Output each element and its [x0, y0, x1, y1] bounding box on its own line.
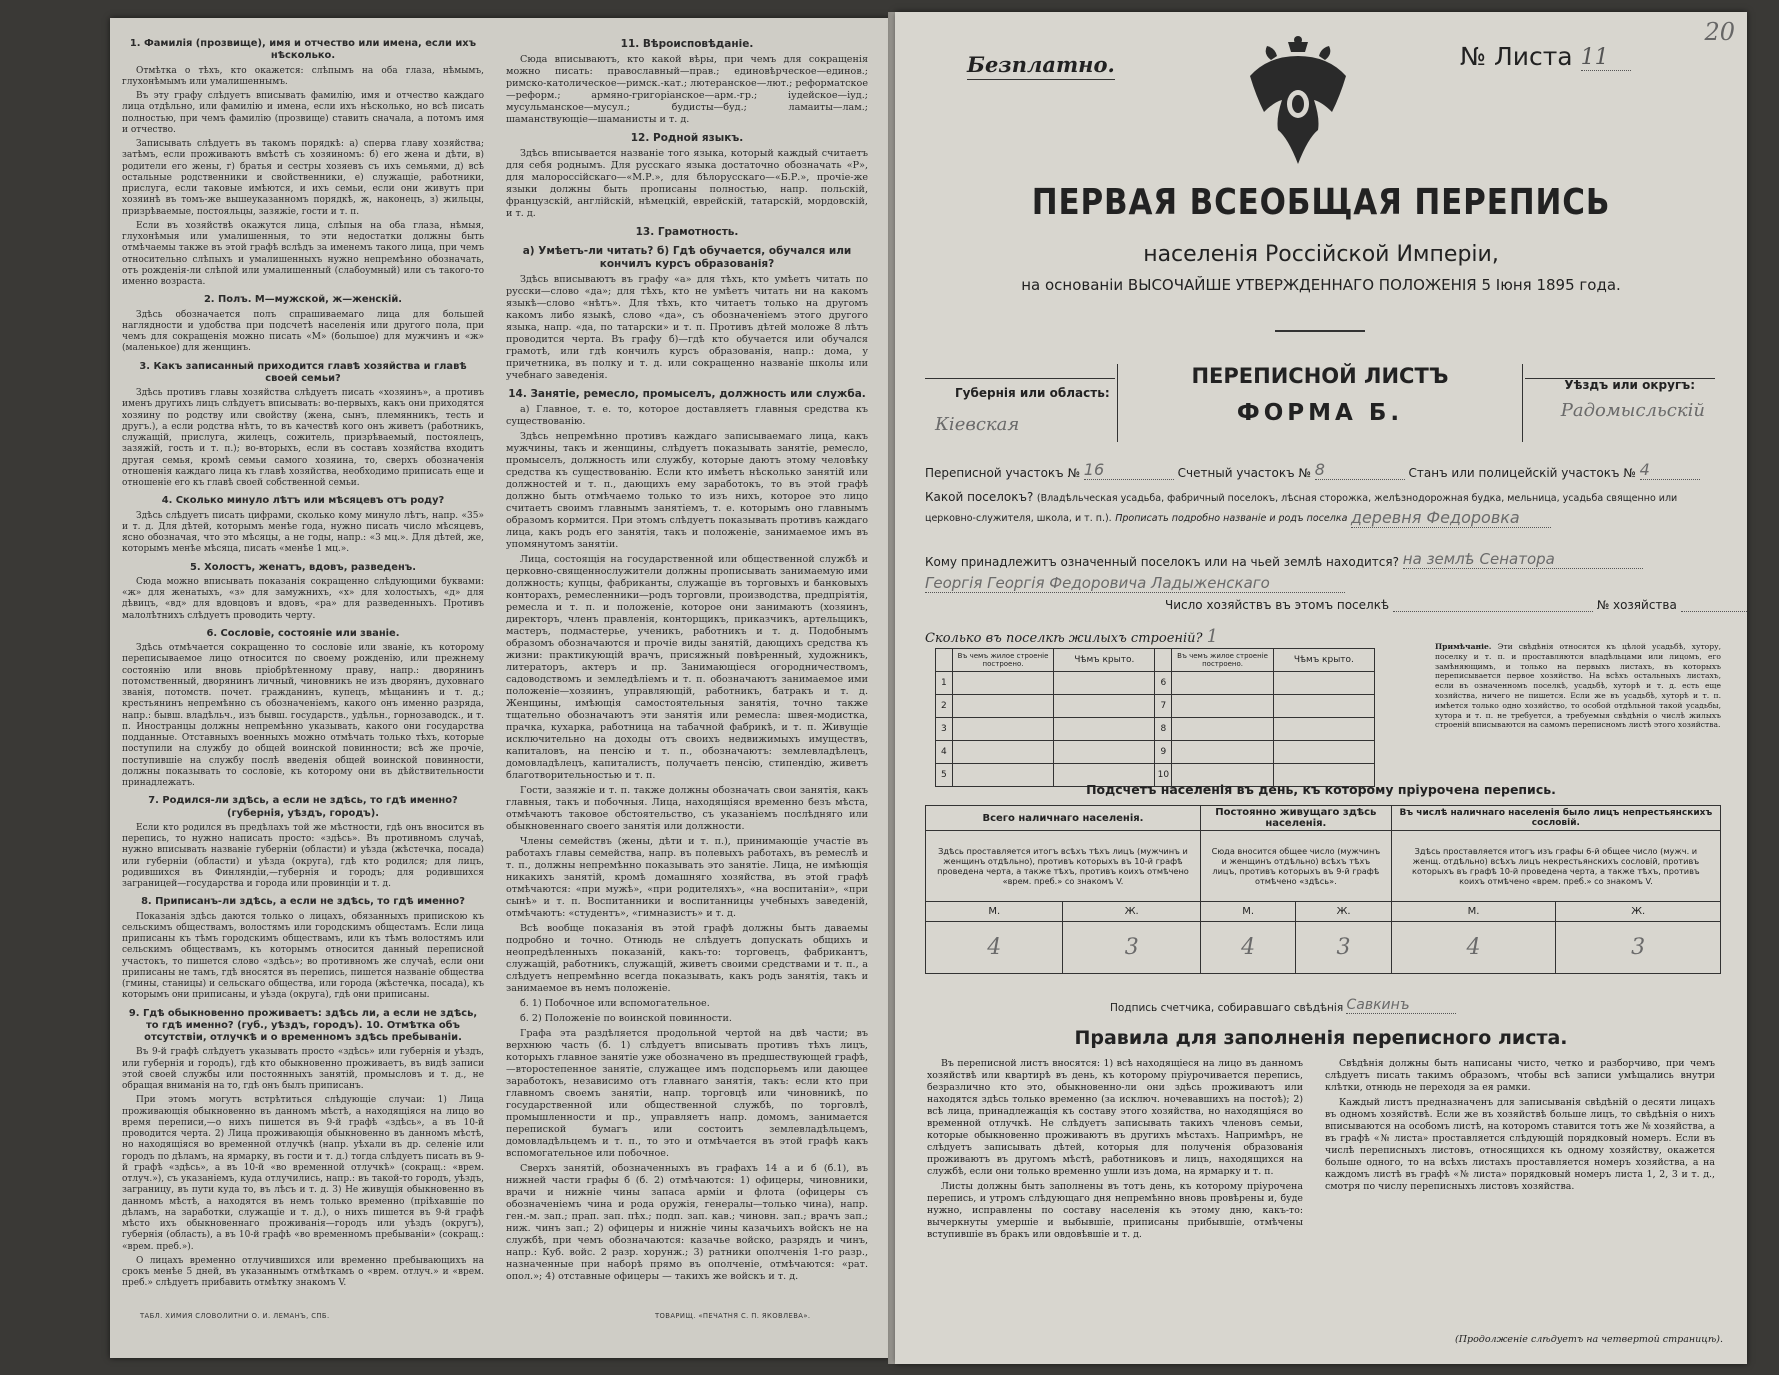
buildings-note: [1435, 642, 1721, 730]
population-count-table: [925, 805, 1721, 974]
title-rule: [1275, 330, 1365, 332]
note-text: Эти свѣдѣнія относятся къ цѣлой усадьбѣ, хутору, поселку и т. п. и проставляются владѣльцами или лицомъ, его замѣняющимъ, и только на первыхъ листахъ, въ которыхъ переписывается первое хозяйство. На всѣхъ остальныхъ листахъ, если въ означенномъ поселкѣ, усадьбѣ, хуторѣ и т. д. есть еще хозяйства, ничего не пишется. Если же въ усадьбѣ, хуторѣ и т. п. имѣется только одно хозяйство, то особой отдѣльной такой усадьбы, хутора и т. п. не требуется, а требуемыя свѣдѣнія о числѣ жилыхъ строеній вписываются на самомъ переписномъ листѣ этого хозяйства.: [1435, 642, 1721, 730]
settlement-value: деревня Федоровка: [1351, 508, 1551, 528]
owner-line: [925, 550, 1643, 569]
gubernia-label: Губернія или область:: [955, 386, 1110, 400]
paragraph: При этомъ могутъ встрѣтиться слѣдующіе случаи: 1) Лица проживающія обыкновенно въ данномъ мѣстѣ, а находящіяся на лицо во время переписи,—о нихъ пишется въ 9-й графѣ «здѣсь», а въ 10-й проводится черта. 2) Лица проживающія обыкновенно въ данномъ мѣстѣ, но находящіяся во временной отлучкѣ (напр. уѣхали въ др. селеніе или городъ по дѣламъ, на ярмарку, въ гости и т. д.) тогда слѣдуетъ писать въ 9-й графѣ «здѣсь», а въ 10-й «во временной отлучкѣ» (сокращ.: «врем. отлуч.»), съ указаніемъ, куда отлучились, напр.: въ такой-то городъ, уѣздъ, заграницу, въ пути куда то, въ лѣсъ и т. д. 3) Не живущія обыкновенно въ данномъ мѣстѣ, а находятся въ немъ только временно (пріѣхавшіе по дѣламъ, на заработки, служащіе и т. д.), о нихъ пишется въ 9-й графѣ мѣсто ихъ обыкновеннаго проживанія—городъ или уѣздъ (округъ), губернія (область), а въ 10-й графѣ «во временномъ пребываніи» (сокращ.: «врем. преб.»).: [122, 1095, 484, 1252]
stan-label: Станъ или полицейскій участокъ №: [1408, 466, 1636, 480]
paragraph: Гости, зазяжіе и т. п. также должны обозначать свои занятія, какъ главныя, такъ и побочныя. Лица, находящіяся временно безъ мѣста, отмѣчаютъ таковое обстоятельство, съ указаніемъ послѣдняго или обыкновеннаго своего занятія или должности.: [506, 785, 868, 832]
continuation-note: (Продолженіе слѣдуетъ на четвертой страницѣ).: [1455, 1334, 1723, 1345]
households-label: Число хозяйствъ въ этомъ поселкѣ: [1165, 598, 1390, 612]
free-label: Безплатно.: [967, 52, 1115, 80]
section-heading: 2. Полъ. М—мужской, ж—женскій.: [203, 294, 403, 306]
count-desc-total: Здѣсь проставляется итогъ всѣхъ тѣхъ лицъ (мужчинъ и женщинъ отдѣльно), противъ которыхъ въ 10-й графѣ проведена черта, а также тѣхъ, противъ коихъ отмѣчено «врем. преб.» со знакомъ V.: [926, 831, 1201, 902]
paragraph: Здѣсь отмѣчается сокращенно то сословіе или званіе, къ которому переписываемое лицо относится по своему рожденію, или прежнему состоянію или вновь пріобрѣтенному праву, напр.: дворянинъ потомственный, дворянинъ личный, чиновникъ не изъ дворянъ, духовнаго званія, потомств. почет. гражданинъ, купецъ, мѣщанинъ и т. д.; крестьянинъ непремѣнно съ обозначеніемъ, какого онъ именно разряда, напр.: бывш. владѣльч., изъ бывш. государств., удѣльн., горнозаводск., и т. п. Иностранцы должны непремѣнно указывать, какого они государства подданные. Отставныхъ военныхъ можно отмѣчать только тѣхъ, которые поступили на службу до общей воинской повинности; всѣ же прочіе, поступившіе на службу послѣ введенія общей воинской повинности, должны показывать то сословіе, къ которому они въ дѣйствительности принадлежатъ.: [122, 643, 484, 788]
margin-page-number: 20: [1704, 18, 1735, 46]
section-heading: 1. Фамилія (прозвище), имя и отчество или имена, если ихъ нѣсколько.: [129, 38, 477, 62]
table-row: 1 6: [936, 672, 1375, 695]
table-row: 4 9: [936, 741, 1375, 764]
rules-paragraph: Листы должны быть заполнены въ тотъ день, къ которому пріурочена перепись, и утромъ слѣдующаго дня непремѣнно вновь провѣрены и, буде нужно, исправлены по составу населенія къ этому дню, какъ-то: вычеркнуты умершіе и выбывшіе, приписаны прибывшіе, отмѣчены вступившіе въ бракъ или овдовѣвшіе и т. д.: [927, 1181, 1303, 1240]
form-header-box: [925, 364, 1715, 442]
owner-line-2: [925, 574, 1345, 593]
paragraph: Сюда можно вписывать показанія сокращенно слѣдующими буквами: «ж» для женатыхъ, «з» для замужнихъ, «х» для холостыхъ, «д» для дѣвицъ, «вд» для вдовцовъ и вдовъ, «ра» для разведенныхъ. Противъ малолѣтнихъ слѣдуетъ проводить черту.: [122, 576, 484, 621]
paragraph: Лица, состоящія на государственной или общественной службѣ и церковно-священнослужители должны прописывать занимаемую ими должность; купцы, фабриканты, служащіе въ торговыхъ и банковыхъ конторахъ, ремесленники—родъ торговли, производства, предпріятія, ремесла и т. п. и положеніе, которое они занимаютъ (хозяинъ, директоръ, членъ правленія, конторщикъ, приказчикъ, артельщикъ, мастеръ, подмастерье, ученикъ, работникъ и т. д. Подобнымъ образомъ обозначаются и прочіе виды занятій, дающихъ средства къ жизни: практикующій врачъ, присяжный повѣренный, художникъ, литераторъ, актеръ и пр. Занимающіеся огородничествомъ, садоводствомъ и земледѣліемъ и т. п. обозначаютъ занимаемое ими положеніе—хозяинъ, управляющій, работникъ, батракъ и т. д. Женщины, имѣющія самостоятельныя занятія, точно также тщательно обозначаютъ эти занятія или ремесла: швея-модистка, прачка, кухарка, работница на табачной фабрикѣ, и т. п. Живущіе исключительно на доходы отъ своихъ недвижимыхъ имуществъ, капиталовъ, на пенсію и т. п., обозначаютъ: землевладѣлецъ, домовладѣлецъ, капиталистъ, получаетъ пенсію, стипендію, живетъ благотворительностью и т. п.: [506, 554, 868, 781]
section-heading: 7. Родился-ли здѣсь, а если не здѣсь, то гдѣ именно? (губернія, уѣздъ, городъ).: [148, 795, 458, 819]
paragraph: Сверхъ занятій, обозначенныхъ въ графахъ 14 а и б (б.1), въ нижней части графы б (б. 2) отмѣчаются: 1) офицеры, чиновники, врачи и нижніе чины запаса арміи и флота (офицеры съ обозначеніемъ чина и рода оружія, генералы—только чина), напр. ген.-м. зап.; прап. зап. пѣх.; подп. зап. кав.; чиновн. зап.; врачъ зап.; ниж. чинъ зап.; 2) офицеры и нижніе чины казачьихъ войскъ не на службѣ, при чемъ обозначаются: казачье войско, разрядъ и чинъ, напр.: Куб. войс. 2 разр. хорунж.; 3) ратники ополченія 1-го разр., назначенные при наборѣ прямо въ ополченіе, отмѣчаются: «рат. опол.»; 4) отставные офицеры — такихъ же войскъ и т. д.: [506, 1163, 868, 1282]
count-total-male: 4: [926, 922, 1063, 974]
buildings-table: [935, 648, 1375, 787]
paragraph: Здѣсь слѣдуетъ писать цифрами, сколько кому минуло лѣтъ, напр. «35» и т. д. Для дѣтей, которымъ менѣе года, нужно писать число мѣсяцевъ, ясно обозначая, что это мѣсяцы, а не годы, напр.: «3 мц.». Для дѣтей, же, которымъ менѣе мѣсяца, писать «менѣе 1 мц.».: [122, 510, 484, 555]
sex-label-m: М.: [1200, 902, 1295, 922]
paragraph: Здѣсь непремѣнно противъ каждаго записываемаго лица, какъ мужчины, такъ и женщины, слѣдуетъ показывать занятіе, ремесло, промыселъ, должность или службу, которые даютъ этому человѣку средства къ существованію. Если кто имѣетъ нѣсколько занятій или должностей и т. п., дающихъ ему заработокъ, то въ этой графѣ должно быть отмѣчаемо только то изъ нихъ, которое это лицо считаетъ своимъ главнымъ занятіемъ, т. е. которымъ оно главнымъ образомъ кормится. При этомъ слѣдуетъ показывать противъ каждаго лица, какъ родъ его занятія, такъ и положеніе, занимаемое имъ въ упомянутомъ занятіи.: [506, 431, 868, 550]
rules-column-1: [927, 1058, 1303, 1244]
sheet-number-value: 11: [1581, 45, 1631, 71]
sex-label-f: Ж.: [1296, 902, 1391, 922]
household-no-label: № хозяйства: [1596, 598, 1677, 612]
census-district-label: Переписной участокъ №: [925, 466, 1080, 480]
section-heading: а) Умѣетъ-ли читать? б) Гдѣ обучается, обучался или кончилъ курсъ образованія?: [522, 245, 852, 270]
count-nonpeasant-female: 3: [1556, 922, 1721, 974]
col-header-material-left: Въ чемъ жилое строеніе построено.: [952, 649, 1053, 672]
paragraph: Сюда вписываютъ, кто какой вѣры, при чемъ для сокращенія можно писать: православный—прав.; единовѣрческое—единов.; римско-католическое—римск.-кат.; лютеранское—лют.; реформатское—реформ.; армяно-григоріанское—арм.-гр.; іудейское—іуд.; мусульманское—мусул.; будисты—буд.; ламаиты—лам.; шаманствующіе—шаманисты и т. д.: [506, 54, 868, 125]
paragraph: Записывать слѣдуетъ въ такомъ порядкѣ: а) сперва главу хозяйства; затѣмъ, если проживаютъ вмѣстѣ съ хозяиномъ: б) его жена и дѣти, в) родители его жены, г) братья и сестры хозяевъ съ ихъ семьями, д) всѣ остальные родственники и свойственники, е) служащіе, работники, прислуга, если таковые имѣются, и ихъ семьи, если они живутъ при хозяинѣ въ томъ-же вышеуказанномъ порядкѣ, ж, наконецъ, з) жильцы, призрѣваемые, постояльцы, зазяжіе, гости и т. п.: [122, 139, 484, 217]
paragraph: Всѣ вообще показанія въ этой графѣ должны быть даваемы подробно и точно. Отнюдь не слѣдуетъ допускать общихъ и неопредѣленныхъ показаній, какъ-то: торговецъ, фабрикантъ, служащій, работникъ, служащій, живетъ своими средствами и т. п., а слѣдуетъ непремѣнно всегда показывать, какъ родъ занятія, такъ и занимаемое въ немъ положеніе.: [506, 923, 868, 994]
uezd-label: Уѣздъ или округъ:: [1564, 378, 1695, 392]
section-heading: 9. Гдѣ обыкновенно проживаетъ: здѣсь ли, а если не здѣсь, то гдѣ именно? (губ., уѣздъ, городъ). 10. Отмѣтка объ отсутствіи, отлучкѣ и о временномъ здѣсь пребываніи.: [128, 1007, 478, 1043]
count-title: Подсчетъ населенія въ день, къ которому пріурочена перепись.: [1086, 782, 1556, 797]
table-row: 3 8: [936, 718, 1375, 741]
signature-label: Подпись счетчика, собиравшаго свѣдѣнія: [1110, 1002, 1344, 1014]
count-district-label: Счетный участокъ №: [1177, 466, 1311, 480]
section-heading: 8. Приписанъ-ли здѣсь, а если не здѣсь, то гдѣ именно?: [141, 896, 465, 908]
paragraph: О лицахъ временно отлучившихся или временно пребывающихъ на срокъ менѣе 5 дней, въ указаннымъ отмѣткамъ о «врем. отлуч.» и «врем. преб.» слѣдуетъ прибавить отмѣтку знакомъ V.: [122, 1255, 484, 1289]
count-header-total: Всего наличнаго населенія.: [926, 806, 1201, 831]
paragraph: б. 1) Побочное или вспомогательное.: [520, 998, 710, 1009]
buildings-label: Сколько въ поселкѣ жилыхъ строеній?: [925, 631, 1203, 646]
paragraph: Если въ хозяйствѣ окажутся лица, слѣпыя на оба глаза, нѣмыя, глухонѣмыя или умалишенныя, то эти недостатки должны быть отмѣчаемы также въ этой графѣ вслѣдъ за именемъ такого лица, при чемъ относительно слѣпыхъ и умалишенныхъ нужно непремѣнно обозначать, отъ рожденія-ли слѣпой или умалишенный (слабоумный) или съ такого-то именно возраста.: [122, 220, 484, 287]
count-permanent-female: 3: [1296, 922, 1391, 974]
gubernia-value: Кіевская: [935, 414, 1020, 435]
paragraph: б. 2) Положеніе по воинской повинности.: [520, 1013, 732, 1024]
buildings-value: 1: [1206, 626, 1219, 647]
settlement-hint: (Владѣльческая усадьба, фабричный поселокъ, лѣсная сторожка, желѣзнодорожная будка, мельница, усадьба священно или церковно-служителя, школа, и т. п.).: [925, 493, 1678, 524]
rules-column-2: [1325, 1058, 1715, 1196]
paragraph: Показанія здѣсь даются только о лицахъ, обязанныхъ припискою къ сельскимъ обществамъ, волостямъ или городскимъ общестамъ. Если лица приписаны къ тѣмъ городскимъ обществамъ, или къ тѣмъ волостямъ или сельскимъ обществамъ, къ которымъ относится данный переписной участокъ, то пишется слово «здѣсь»; во противномъ же случаѣ, если они приписаны не тамъ, гдѣ вносятся въ перепись, пишется названіе общества (гмины, станицы) и сельскаго общества, или города (жѣстечка, посада), къ которымъ они приписаны, и уѣзда (округа), гдѣ они приписаны.: [122, 911, 484, 1001]
paragraph: Въ 9-й графѣ слѣдуетъ указывать просто «здѣсь» или губернія и уѣздъ, или губернія и городъ), гдѣ кто обыкновенно проживаетъ, въ видѣ записи этой своей службы или постоянныхъ занятій, промысловъ и т. д., не обращая вниманія на то, гдѣ онъ былъ приписанъ.: [122, 1047, 484, 1091]
left-column-1: [122, 32, 484, 1293]
owner-value-1: на землѣ Сенатора: [1403, 550, 1643, 569]
printer-mark-left: ТАБЛ. ХИМИЯ СЛОВОЛИТНИ О. И. ЛЕМАНЪ, СПБ.: [140, 1312, 330, 1320]
paragraph: Въ эту графу слѣдуетъ вписывать фамилію, имя и отчество каждаго лица отдѣльно, или фамилію и имена, если ихъ нѣсколько, но всѣ писать полностью, при чемъ фамилію (прозвище) ставить сначала, а потомъ имя и отчество.: [122, 91, 484, 135]
paragraph: Члены семействъ (жены, дѣти и т. п.), принимающіе участіе въ работахъ главы семейства, напр. въ полевыхъ работахъ, въ ремеслѣ и т. п., должны непремѣнно показывать это занятіе. Лица, не имѣющія никакихъ занятій, кромѣ домашняго хозяйства, въ этой графѣ отмѣчаются: «при мужѣ», «при родителяхъ», «на воспитаніи», «при сынѣ» и т. п. Воспитанники и воспитанницы учебныхъ заведеній, отмѣчаютъ: «студентъ», «гимназистъ» и т. д.: [506, 836, 868, 919]
settlement-line: [925, 488, 1725, 528]
rules-paragraph: Въ переписной листъ вносятся: 1) всѣ находящіеся на лицо въ данномъ хозяйствѣ или квартирѣ въ день, къ которому пріурочивается перепись, безразлично кто это, обыкновенно-ли они здѣсь проживаютъ или находятся здѣсь только временно (за исключ. ночевавшихъ на постоѣ); 2) всѣ лица, принадлежащія къ составу этого хозяйства, но находящіяся во временной отлучкѣ. Не слѣдуетъ записывать такихъ членовъ семьи, которые обыкновенно проживаютъ въ другихъ мѣстахъ. Напримѣръ, не слѣдуетъ записывать дѣтей, которыя для полученія образованія проживаютъ въ другомъ мѣстѣ, работниковъ и лицъ, находящихся на службѣ, если они только временно ушли изъ дома, на ярмарку и т. п.: [927, 1058, 1303, 1177]
col-header-roof-left: Чѣмъ крыто.: [1054, 649, 1155, 672]
section-heading: 4. Сколько минуло лѣтъ или мѣсяцевъ отъ роду?: [161, 495, 445, 507]
section-heading: 5. Холостъ, женатъ, вдовъ, разведенъ.: [190, 561, 416, 573]
rules-paragraph: Каждый листъ предназначенъ для записыванія свѣдѣній о десяти лицахъ въ одномъ хозяйствѣ. Если же въ хозяйствѣ больше лицъ, то свѣдѣнія о нихъ вписываются на особомъ листѣ, на которомъ ставится тотъ же № хозяйства, а въ графѣ «№ листа» проставляется слѣдующій порядковый номеръ. Если въ числѣ переписныхъ листовъ, относящихся къ одному хозяйству, окажется больше одного, то на всѣхъ листахъ проставляется номеръ хозяйства, а на каждомъ листѣ въ графѣ «№ листа» порядковый номеръ листа 1, 2, 3 и т. д., смотря по числу переписныхъ листовъ хозяйства.: [1325, 1097, 1715, 1192]
paragraph: Здѣсь обозначается полъ спрашиваемаго лица для большей наглядности и удобства при подсчетѣ населенія или другого пола, при чемъ для сокращенія можно писать «М» (большое) для мужчинъ и «ж» (маленькое) для женщинъ.: [122, 309, 484, 354]
note-title: Примѣчаніе.: [1435, 642, 1492, 651]
uezd-value: Радомысльскій: [1560, 400, 1705, 421]
document-decree-line: на основаніи ВЫСОЧАЙШЕ УТВЕРЖДЕННАГО ПОЛОЖЕНІЯ 5 Іюня 1895 года.: [1021, 276, 1621, 294]
count-header-permanent: Постоянно живущаго здѣсь населенія.: [1200, 806, 1391, 831]
section-heading: 13. Грамотность.: [635, 226, 739, 238]
sheet-number: [1460, 42, 1631, 71]
form-title-line1: ПЕРЕПИСНОЙ ЛИСТЪ: [1191, 364, 1449, 388]
signature-line: [1110, 997, 1456, 1014]
census-district-value: 16: [1084, 460, 1174, 480]
section-heading: 12. Родной языкъ.: [630, 132, 744, 144]
left-page: [110, 18, 890, 1358]
paragraph: Графа эта раздѣляется продольной чертой на двѣ части; въ верхнюю часть (б. 1) слѣдуетъ вписывать противъ тѣхъ лицъ, которыхъ главное занятіе уже обозначено въ предшествующей графѣ,—второстепенное занятіе, служащее имъ подспорьемъ или дающее заработокъ, независимо отъ главнаго занятія, такъ: если кто при главномъ своемъ занятіи, напр. торговцѣ или чиновникѣ, по государственной или общественной службѣ, по торговлѣ, промышленности и пр., управляетъ напр. домомъ, занимается перепиской бумагъ или состоитъ землевладѣльцемъ, домовладѣльцемъ и т. п., то это и отмѣчается въ этой графѣ какъ вспомогательное или побочное.: [506, 1028, 868, 1159]
sex-label-m: М.: [1391, 902, 1556, 922]
table-row: 5 10: [936, 764, 1375, 787]
count-total-female: 3: [1063, 922, 1200, 974]
sex-label-m: М.: [926, 902, 1063, 922]
paragraph: Здѣсь вписываютъ въ графу «а» для тѣхъ, кто умѣетъ читать по русски—слово «да»; для тѣхъ, кто не умѣетъ читать ни на какомъ языкѣ—слово «нѣтъ». Для тѣхъ, кто читаетъ только на другомъ какомъ либо языкѣ, слово «да», съ обозначеніемъ этого другого языка, напр. «да, по татарски» и т. п. Противъ дѣтей моложе 8 лѣтъ проводится черта. Въ графу б)—гдѣ кто обучается или обучался грамотѣ, или гдѣ кончилъ курсъ образованія, напр.: дома, у причетника, въ полку и т. д. или сокращенно названіе школы или учебнаго заведенія.: [506, 274, 868, 381]
stan-value: 4: [1640, 460, 1700, 480]
owner-label: Кому принадлежитъ означенный поселокъ или на чьей землѣ находится?: [925, 555, 1399, 569]
double-headed-eagle-icon: [1243, 34, 1353, 164]
table-row: 2 7: [936, 695, 1375, 718]
count-header-non-peasant: Въ числѣ наличнаго населенія было лицъ непрестьянскихъ сословій.: [1391, 806, 1720, 831]
col-header-roof-right: Чѣмъ крыто.: [1273, 649, 1374, 672]
printer-mark-right: ТОВАРИЩ. «ПЕЧАТНЯ С. П. ЯКОВЛЕВА».: [655, 1312, 811, 1320]
sex-label-f: Ж.: [1063, 902, 1200, 922]
paragraph: Здѣсь вписывается названіе того языка, который каждый считаетъ для себя роднымъ. Для русскаго языка достаточно обозначать «Р», для малороссійскаго—«М.Р.», для бѣлорусскаго—«Б.Р.», прочіе-же языки должны быть прописаны полностью, напр. польскій, французскій, англійскій, нѣмецкій, еврейскій, татарскій, мордовскій, и т. д.: [506, 148, 868, 219]
count-permanent-male: 4: [1200, 922, 1295, 974]
buildings-table-header: [936, 649, 1375, 672]
document-subtitle: населенія Россійской Имперіи,: [1143, 242, 1499, 267]
document-title: ПЕРВАЯ ВСЕОБЩАЯ ПЕРЕПИСЬ: [1031, 182, 1611, 223]
paragraph: Отмѣтка о тѣхъ, кто окажется: слѣпымъ на оба глаза, нѣмымъ, глухонѣмымъ или умалишеннымъ.: [122, 65, 484, 87]
count-district-value: 8: [1315, 460, 1405, 480]
section-heading: 11. Вѣроисповѣданіе.: [620, 38, 754, 50]
sheet-number-label: № Листа: [1460, 42, 1573, 71]
rules-paragraph: Свѣдѣнія должны быть написаны чисто, четко и разборчиво, при чемъ слѣдуетъ писать такимъ образомъ, чтобы всѣ записи умѣщались внутри клѣтки, отнюдь не переходя за ея рамки.: [1325, 1058, 1715, 1093]
rules-title: Правила для заполненія переписного листа.: [1074, 1027, 1568, 1049]
signature-value: Савкинъ: [1346, 997, 1456, 1014]
count-nonpeasant-male: 4: [1391, 922, 1556, 974]
section-heading: 6. Сословіе, состояніе или званіе.: [206, 627, 400, 639]
households-line: [1165, 598, 1747, 612]
count-desc-non-peasant: Здѣсь проставляется итогъ изъ графы 6-й общее число (мужч. и женщ. отдѣльно) всѣхъ лицъ некрестьянскихъ сословій, противъ которыхъ въ графѣ 10-й проведена черта, а также тѣхъ, противъ коихъ отмѣчено «врем. преб.» со знакомъ V.: [1391, 831, 1720, 902]
sex-label-f: Ж.: [1556, 902, 1721, 922]
col-header-material-right: Въ чемъ жилое строеніе построено.: [1172, 649, 1273, 672]
section-heading: 14. Занятіе, ремесло, промыселъ, должность или служба.: [508, 388, 866, 400]
right-page: [895, 12, 1747, 1364]
paragraph: Здѣсь противъ главы хозяйства слѣдуетъ писать «хозяинъ», а противъ именъ другихъ лицъ слѣдуетъ вписывать: во-первыхъ, какъ они приходятся хозяину по родству или свойству (жена, сынъ, племянникъ, тесть и другъ.), а если родства нѣтъ, то въ качествѣ кого онъ живетъ (работникъ, служащій, прислуга, жилецъ, сожитель, призрѣваемый, постоялецъ, зазяжій, гость и т. п.); во-вторыхъ, если въ составъ хозяйства входитъ другая семья, кромѣ семьи самого хозяина, то, сверхъ обозначенія отношенія каждаго лица къ главѣ хозяйства, необходимо приписать еще и отношеніе его къ главѣ своей собственной семьи.: [122, 388, 484, 488]
left-column-2: [506, 32, 868, 1286]
owner-value-2: Георгія Георгія Федоровича Ладыженскаго: [925, 574, 1345, 593]
paragraph: а) Главное, т. е. то, которое доставляетъ главныя средства къ существованію.: [506, 404, 868, 427]
paragraph: Если кто родился въ предѣлахъ той же мѣстности, гдѣ онъ вносится въ перепись, то нужно написать просто: «здѣсь». Въ противномъ случаѣ, нужно вписывать названіе губерніи (области) и уѣзда (жѣстечка, посада) или губерніи (области) и уѣзда (округа), гдѣ кто родился; для лицъ, родившихся въ Финляндіи,—губернія и городъ; для родившихся заграницей—государства и города или провинціи и т. д.: [122, 822, 484, 889]
district-line: [925, 460, 1700, 480]
buildings-line: [925, 626, 1218, 647]
form-title-line2: ФОРМА Б.: [1236, 400, 1404, 426]
settlement-note: Прописать подробно названіе и родъ поселка: [1115, 513, 1348, 524]
count-desc-permanent: Сюда вносится общее число (мужчинъ и женщинъ отдѣльно) всѣхъ тѣхъ лицъ, противъ которыхъ въ 9-й графѣ отмѣчено «здѣсь».: [1200, 831, 1391, 902]
section-heading: 3. Какъ записанный приходится главѣ хозяйства и главѣ своей семьи?: [139, 360, 467, 384]
settlement-label: Какой поселокъ?: [925, 490, 1034, 504]
